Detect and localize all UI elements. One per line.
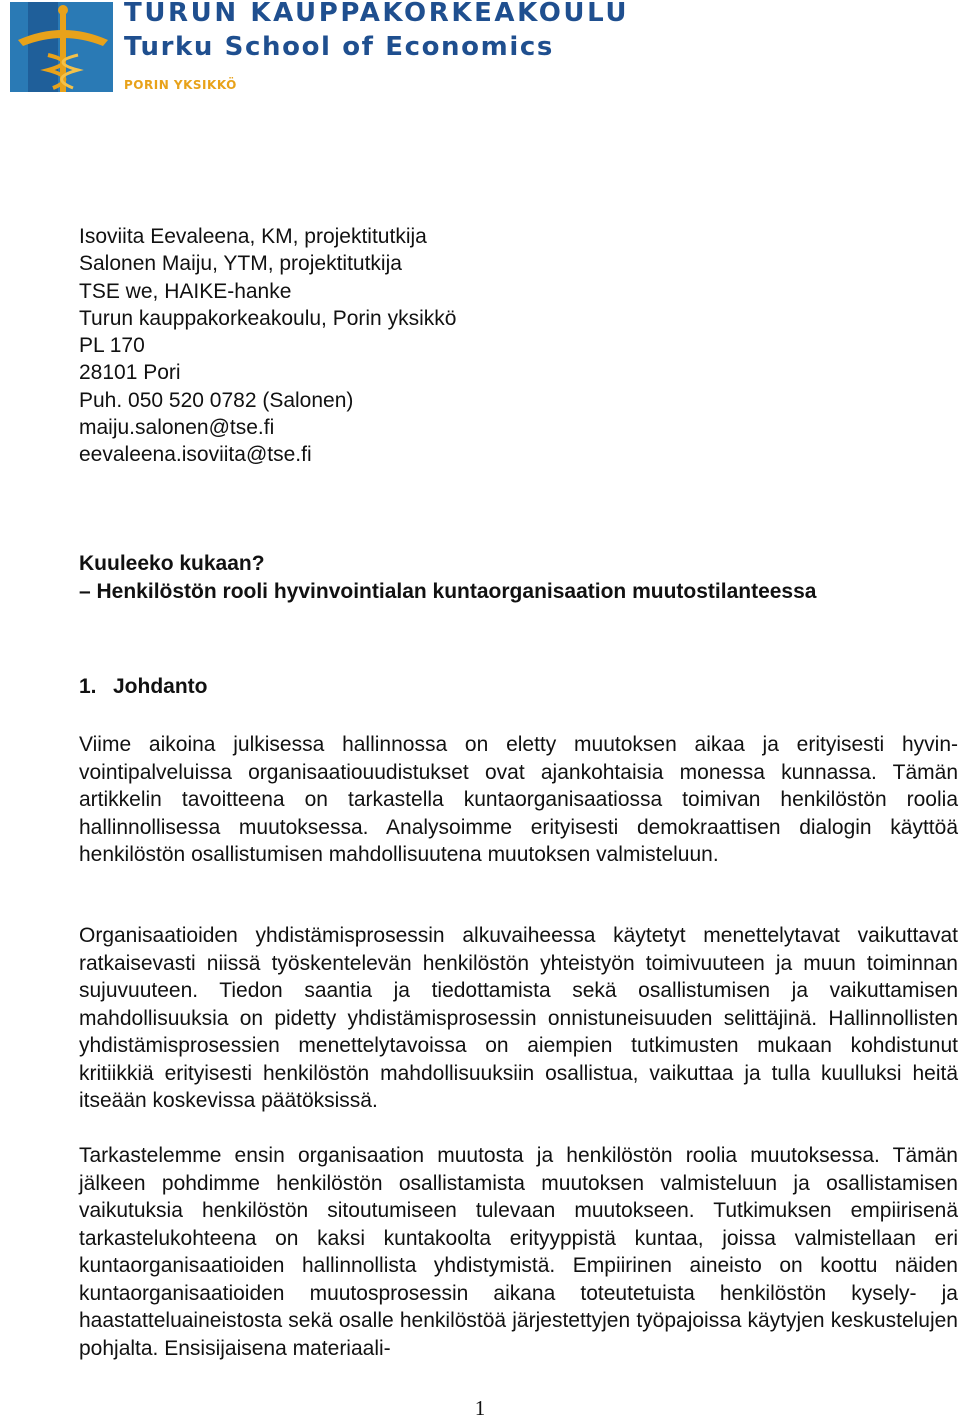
contact-line: Turun kauppakorkeakoulu, Porin yksikkö	[79, 306, 457, 330]
document-title	[79, 550, 958, 605]
page-number: 1	[474, 1396, 486, 1420]
logo-unit: PORIN YKSIKKÖ	[124, 78, 237, 92]
section-heading	[79, 675, 958, 699]
title-subtitle: – Henkilöstön rooli hyvinvointialan kuntaorganisaation muutostilanteessa	[79, 579, 817, 603]
contact-line: Salonen Maiju, YTM, projektitutkija	[79, 252, 402, 276]
logo-title-en: Turku School of Economics	[124, 32, 554, 62]
email-link[interactable]: eevaleena.isoviita@tse.fi	[79, 443, 312, 467]
contact-info	[79, 223, 958, 469]
section-title: Johdanto	[113, 675, 208, 698]
contact-line: TSE we, HAIKE-hanke	[79, 279, 292, 303]
logo-title-fi: TURUN KAUPPAKORKEAKOULU	[124, 0, 630, 28]
caduceus-logo-icon	[8, 0, 118, 96]
title-main: Kuuleeko kukaan?	[79, 552, 265, 575]
contact-line: PL 170	[79, 334, 145, 358]
contact-line: Isoviita Eevaleena, KM, projektitutkija	[79, 225, 427, 248]
logo	[8, 0, 630, 100]
paragraph: Tarkastelemme ensin organisaation muutosta ja henkilöstön roolia muutoksessa. Tämän jälkeen pohdimme henkilöstön osallistamista muutoksen valmisteluun ja osallistamisen vaikutuksia henkilöstön sitoutumiseen tulevaan muutokseen. Tutkimuksen empiirisenä tarkastelukohteena on kaksi kuntakoolta erityyppistä kuntaa, joissa valmistellaan eri kuntaorganisaatioiden hallinnollista yhdistymistä. Empiirinen aineisto on koottu näiden kuntaorganisaatioiden muutosprosessin aikana toteutetuista henkilöstön kysely- ja haastatteluaineistosta sekä osalle henkilöstöä järjestettyjen työpajoissa käytyjen keskustelujen pohjalta. Ensisijaisena materiaali-	[79, 1144, 958, 1360]
email-link[interactable]: maiju.salonen@tse.fi	[79, 416, 275, 440]
contact-line: Puh. 050 520 0782 (Salonen)	[79, 388, 354, 412]
section-number: 1.	[79, 675, 97, 698]
paragraph: Organisaatioiden yhdistämisprosessin alkuvaiheessa käytetyt menettelytavat vaikuttavat ratkaisevasti niissä työskentelevän henkilöstön yhteistyön toimivuuteen ja muun toiminnan sujuvuuteen. Tiedon saantia ja tiedottamista sekä osallistumisen ja vaikuttamisen mahdollisuuksia on pidetty yhdistämisprosessin onnistuneisuuden selittäjinä. Hallinnollisten yhdistämisprosessien menettelytavoissa on aiempien tutkimusten mukaan kohdistunut kritiikkiä erityisesti henkilöstön mahdollisuuksiin osallistua, vaikuttaa ja tulla kuulluksi heitä itseään koskevissa päätöksissä.	[79, 924, 958, 1112]
contact-line: 28101 Pori	[79, 361, 181, 385]
paragraph: Viime aikoina julkisessa hallinnossa on eletty muutoksen aikaa ja erityisesti hyvinvointipalveluissa organisaatiouudistukset ovat ajankohtaisia monessa kunnassa. Tämän artikkelin tavoitteena on tarkastella kuntaorganisaatiossa toimivan henkilöstön roolia hallinnollisessa muutoksessa. Analysoimme erityisesti demokraattisen dialogin käyttöä henkilöstön osallistumisen mahdollisuutena muutoksen valmisteluun.	[79, 733, 958, 866]
